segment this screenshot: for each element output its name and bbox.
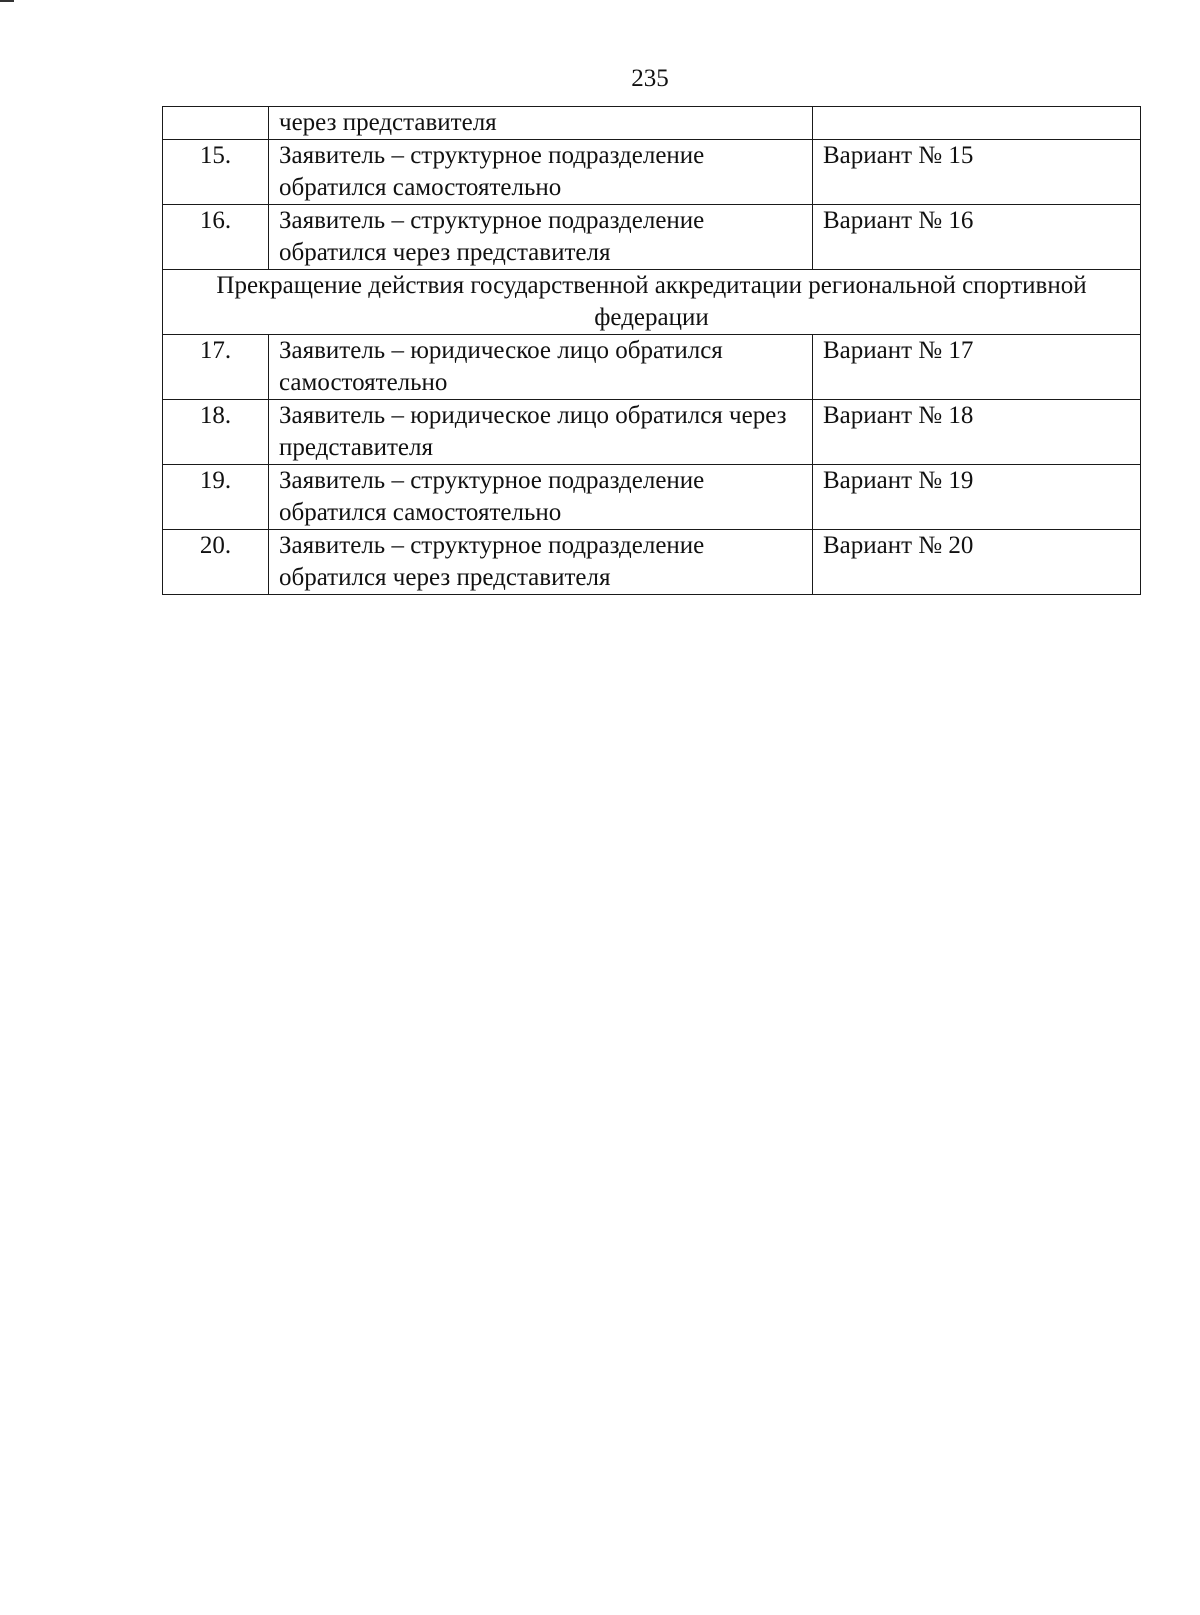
row-variant: Вариант № 15 bbox=[813, 140, 1141, 205]
row-number: 17. bbox=[163, 335, 269, 400]
row-variant: Вариант № 19 bbox=[813, 465, 1141, 530]
table-row bbox=[163, 107, 1141, 140]
row-description: Заявитель – структурное подразделение обратился через представителя bbox=[269, 205, 813, 270]
row-number: 19. bbox=[163, 465, 269, 530]
variants-table-body bbox=[163, 107, 1141, 595]
row-number: 15. bbox=[163, 140, 269, 205]
row-number bbox=[163, 107, 269, 140]
row-description: Заявитель – структурное подразделение обратился самостоятельно bbox=[269, 465, 813, 530]
table-row bbox=[163, 335, 1141, 400]
row-number: 18. bbox=[163, 400, 269, 465]
table-row bbox=[163, 140, 1141, 205]
variants-table bbox=[162, 106, 1141, 595]
scan-edge-mark bbox=[0, 0, 14, 2]
table-row bbox=[163, 400, 1141, 465]
row-description: Заявитель – структурное подразделение обратился через представителя bbox=[269, 530, 813, 595]
row-variant: Вариант № 18 bbox=[813, 400, 1141, 465]
section-row bbox=[163, 270, 1141, 335]
row-description: Заявитель – юридическое лицо обратился через представителя bbox=[269, 400, 813, 465]
row-variant: Вариант № 17 bbox=[813, 335, 1141, 400]
row-description: через представителя bbox=[269, 107, 813, 140]
row-description: Заявитель – структурное подразделение обратился самостоятельно bbox=[269, 140, 813, 205]
row-number: 16. bbox=[163, 205, 269, 270]
table-row bbox=[163, 205, 1141, 270]
row-variant: Вариант № 20 bbox=[813, 530, 1141, 595]
row-variant: Вариант № 16 bbox=[813, 205, 1141, 270]
table-row bbox=[163, 465, 1141, 530]
row-variant bbox=[813, 107, 1141, 140]
row-description: Заявитель – юридическое лицо обратился самостоятельно bbox=[269, 335, 813, 400]
row-number: 20. bbox=[163, 530, 269, 595]
table-row bbox=[163, 530, 1141, 595]
section-title: Прекращение действия государственной аккредитации региональной спортивной федерации bbox=[163, 270, 1141, 335]
page-number: 235 bbox=[631, 65, 669, 92]
